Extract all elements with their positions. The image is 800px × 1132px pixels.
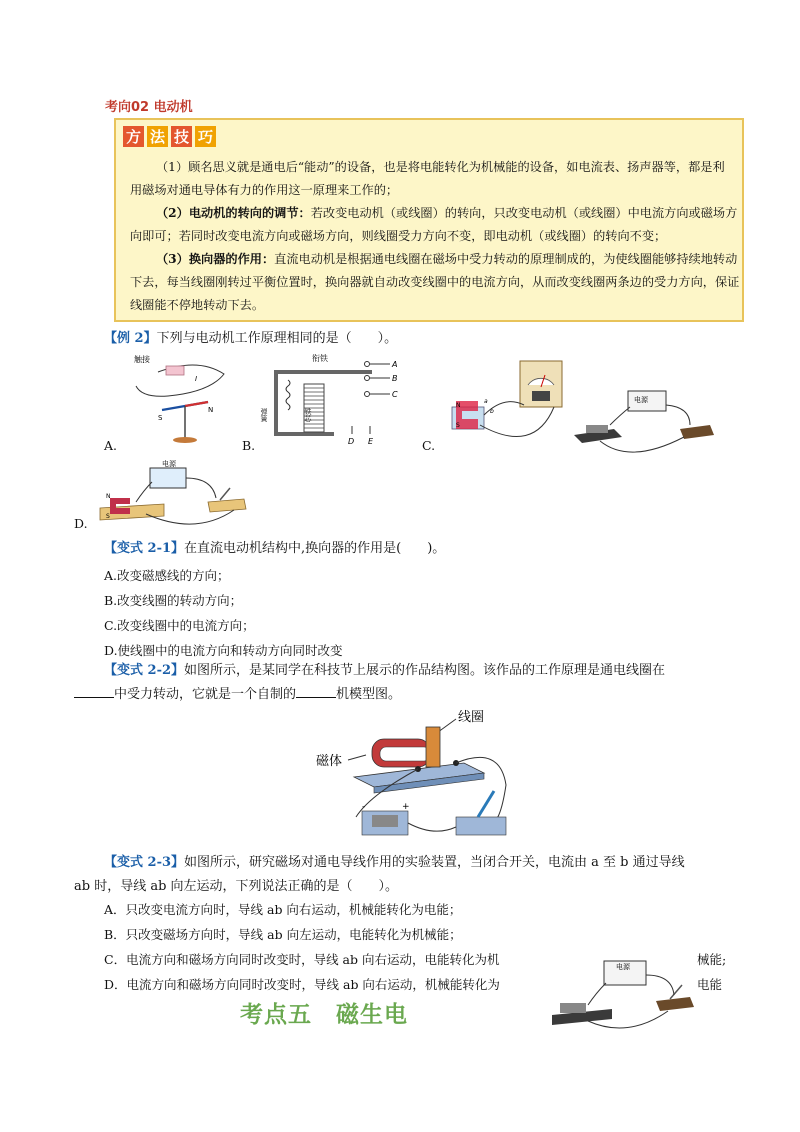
fig-label: I (195, 375, 198, 383)
fig-label: 线圈 (458, 710, 485, 725)
figure-variant-2-3-apparatus (548, 955, 698, 1040)
variant-2-3-question (104, 852, 685, 874)
variant-2-1-option-b: B.改变线圈的转动方向； (104, 593, 243, 608)
badge-char: 技 (171, 126, 192, 147)
fig-label: b (490, 408, 494, 415)
figure-d-motor-apparatus (96, 462, 256, 540)
variant-2-3-question-line2: ab 时，导线 ab 向左运动，下列说法正确的是（ ）。 (74, 879, 399, 894)
tip-paragraph-3 (130, 248, 740, 317)
variant-2-1-question (104, 538, 445, 560)
tip-paragraph-1 (130, 156, 740, 202)
fig-label: 铁芯 (304, 408, 312, 422)
fig-label: D (348, 437, 355, 446)
variant-2-3-option-b: B．只改变磁场方向时，导线 ab 向左运动，电能转化为机械能； (104, 927, 462, 942)
variant-2-3-option-c-tail: 械能; (697, 952, 727, 967)
fig-label: B (392, 374, 398, 383)
fig-label: 衔铁 (312, 354, 328, 363)
figure-b-relay (262, 352, 402, 446)
fig-label: 电源 (634, 396, 648, 404)
question-text: 如图所示，研究磁场对通电导线作用的实验装置，当闭合开关，电流由 a 至 b 通过导线 (184, 855, 685, 870)
fig-label: - (362, 802, 366, 812)
fig-label: 弹簧 (260, 408, 268, 422)
option-b-label: B. (242, 438, 256, 453)
fig-label: C (392, 390, 398, 399)
fig-label: N (208, 406, 214, 414)
tip-bold: （2）电动机的转向的调节： (156, 206, 311, 220)
badge-char: 巧 (195, 126, 216, 147)
variant-2-2-question (104, 660, 665, 682)
variant-2-2-question-line2 (74, 684, 401, 706)
option-c-label: C. (422, 438, 436, 453)
variant-tag: 【变式 2-1】 (104, 541, 185, 556)
fig-label: S (456, 422, 460, 429)
question-text: 中受力转动，它就是一个自制的 (114, 687, 297, 702)
question-text: 如图所示，是某同学在科技节上展示的作品结构图。该作品的工作原理是通电线圈在 (184, 663, 666, 678)
figure-homemade-motor (310, 705, 520, 847)
question-text: 下列与电动机工作原理相同的是（ ）。 (156, 331, 398, 346)
tip-line: 向即可；若同时改变电流方向或磁场方向，则线圈受力方向不变，即电动机（或线圈）的转向不变； (130, 229, 667, 243)
tip-text: 若改变电动机（或线圈）的转向，只改变电动机（或线圈）中电流方向或磁场方 (310, 206, 738, 220)
variant-2-3-option-d-tail: 电能 (697, 977, 723, 992)
figure-c-right-apparatus (570, 385, 720, 465)
tip-paragraph-2 (130, 202, 740, 248)
question-text: 在直流电动机结构中,换向器的作用是( )。 (184, 541, 446, 556)
fig-label: S (106, 513, 110, 520)
fig-label: 触接 (134, 355, 150, 364)
badge-char: 法 (147, 126, 168, 147)
tip-line: 线圈能不停地转动下去。 (130, 298, 265, 312)
question-text: 机模型图。 (336, 687, 402, 702)
fig-label: E (368, 437, 374, 446)
example-tag: 【例 2】 (104, 331, 157, 346)
example-2-question (104, 328, 397, 350)
fig-label: 磁体 (316, 754, 343, 769)
method-tips-badge (123, 126, 216, 147)
variant-2-3-option-c: C．电流方向和磁场方向同时改变时，导线 ab 向右运动，电能转化为机 (104, 952, 500, 967)
section-title: 考向02 电动机 (105, 100, 193, 115)
variant-2-3-option-a: A．只改变电流方向时，导线 ab 向右运动，机械能转化为电能； (104, 902, 462, 917)
variant-tag: 【变式 2-2】 (104, 663, 185, 678)
tip-text: 直流电动机是根据通电线圈在磁场中受力转动的原理制成的，为使线圈能够持续地转动 (274, 252, 738, 266)
fig-label: 电源 (162, 460, 176, 468)
variant-2-3-option-d: D．电流方向和磁场方向同时改变时，导线 ab 向右运动，机械能转化为 (104, 977, 500, 992)
fig-label: A (392, 360, 398, 369)
section-5-title: 考点五 磁生电 (240, 1002, 408, 1028)
tip-bold: （3）换向器的作用： (156, 252, 275, 266)
tip-line: 用磁场对通电导体有力的作用这一原理来工作的； (130, 183, 399, 197)
variant-2-1-option-a: A.改变磁感线的方向； (104, 568, 230, 583)
fig-label: N (106, 493, 111, 500)
figure-c-induction (444, 355, 574, 455)
variant-2-1-option-c: C.改变线圈中的电流方向； (104, 618, 255, 633)
fig-label: S (158, 414, 163, 422)
variant-tag: 【变式 2-3】 (104, 855, 185, 870)
variant-2-1-option-d: D.使线圈中的电流方向和转动方向同时改变 (104, 643, 343, 658)
fig-label: 电源 (616, 963, 630, 971)
tip-line: 下去，每当线圈刚转过平衡位置时，换向器就自动改变线圈中的电流方向，从而改变线圈两条边的受力方向，保证 (130, 275, 740, 289)
answer-blank[interactable] (74, 685, 114, 698)
answer-blank[interactable] (296, 685, 336, 698)
option-a-label: A. (104, 438, 118, 453)
fig-label: + (402, 802, 410, 812)
tip-line: （1）顾名思义就是通电后“能动”的设备，也是将电能转化为机械能的设备，如电流表、扬声器等，都是利 (156, 160, 725, 174)
option-d-label: D. (74, 516, 88, 531)
fig-label: N (456, 402, 461, 409)
fig-label: a (484, 398, 488, 405)
badge-char: 方 (123, 126, 144, 147)
figure-a-oersted (128, 352, 228, 448)
